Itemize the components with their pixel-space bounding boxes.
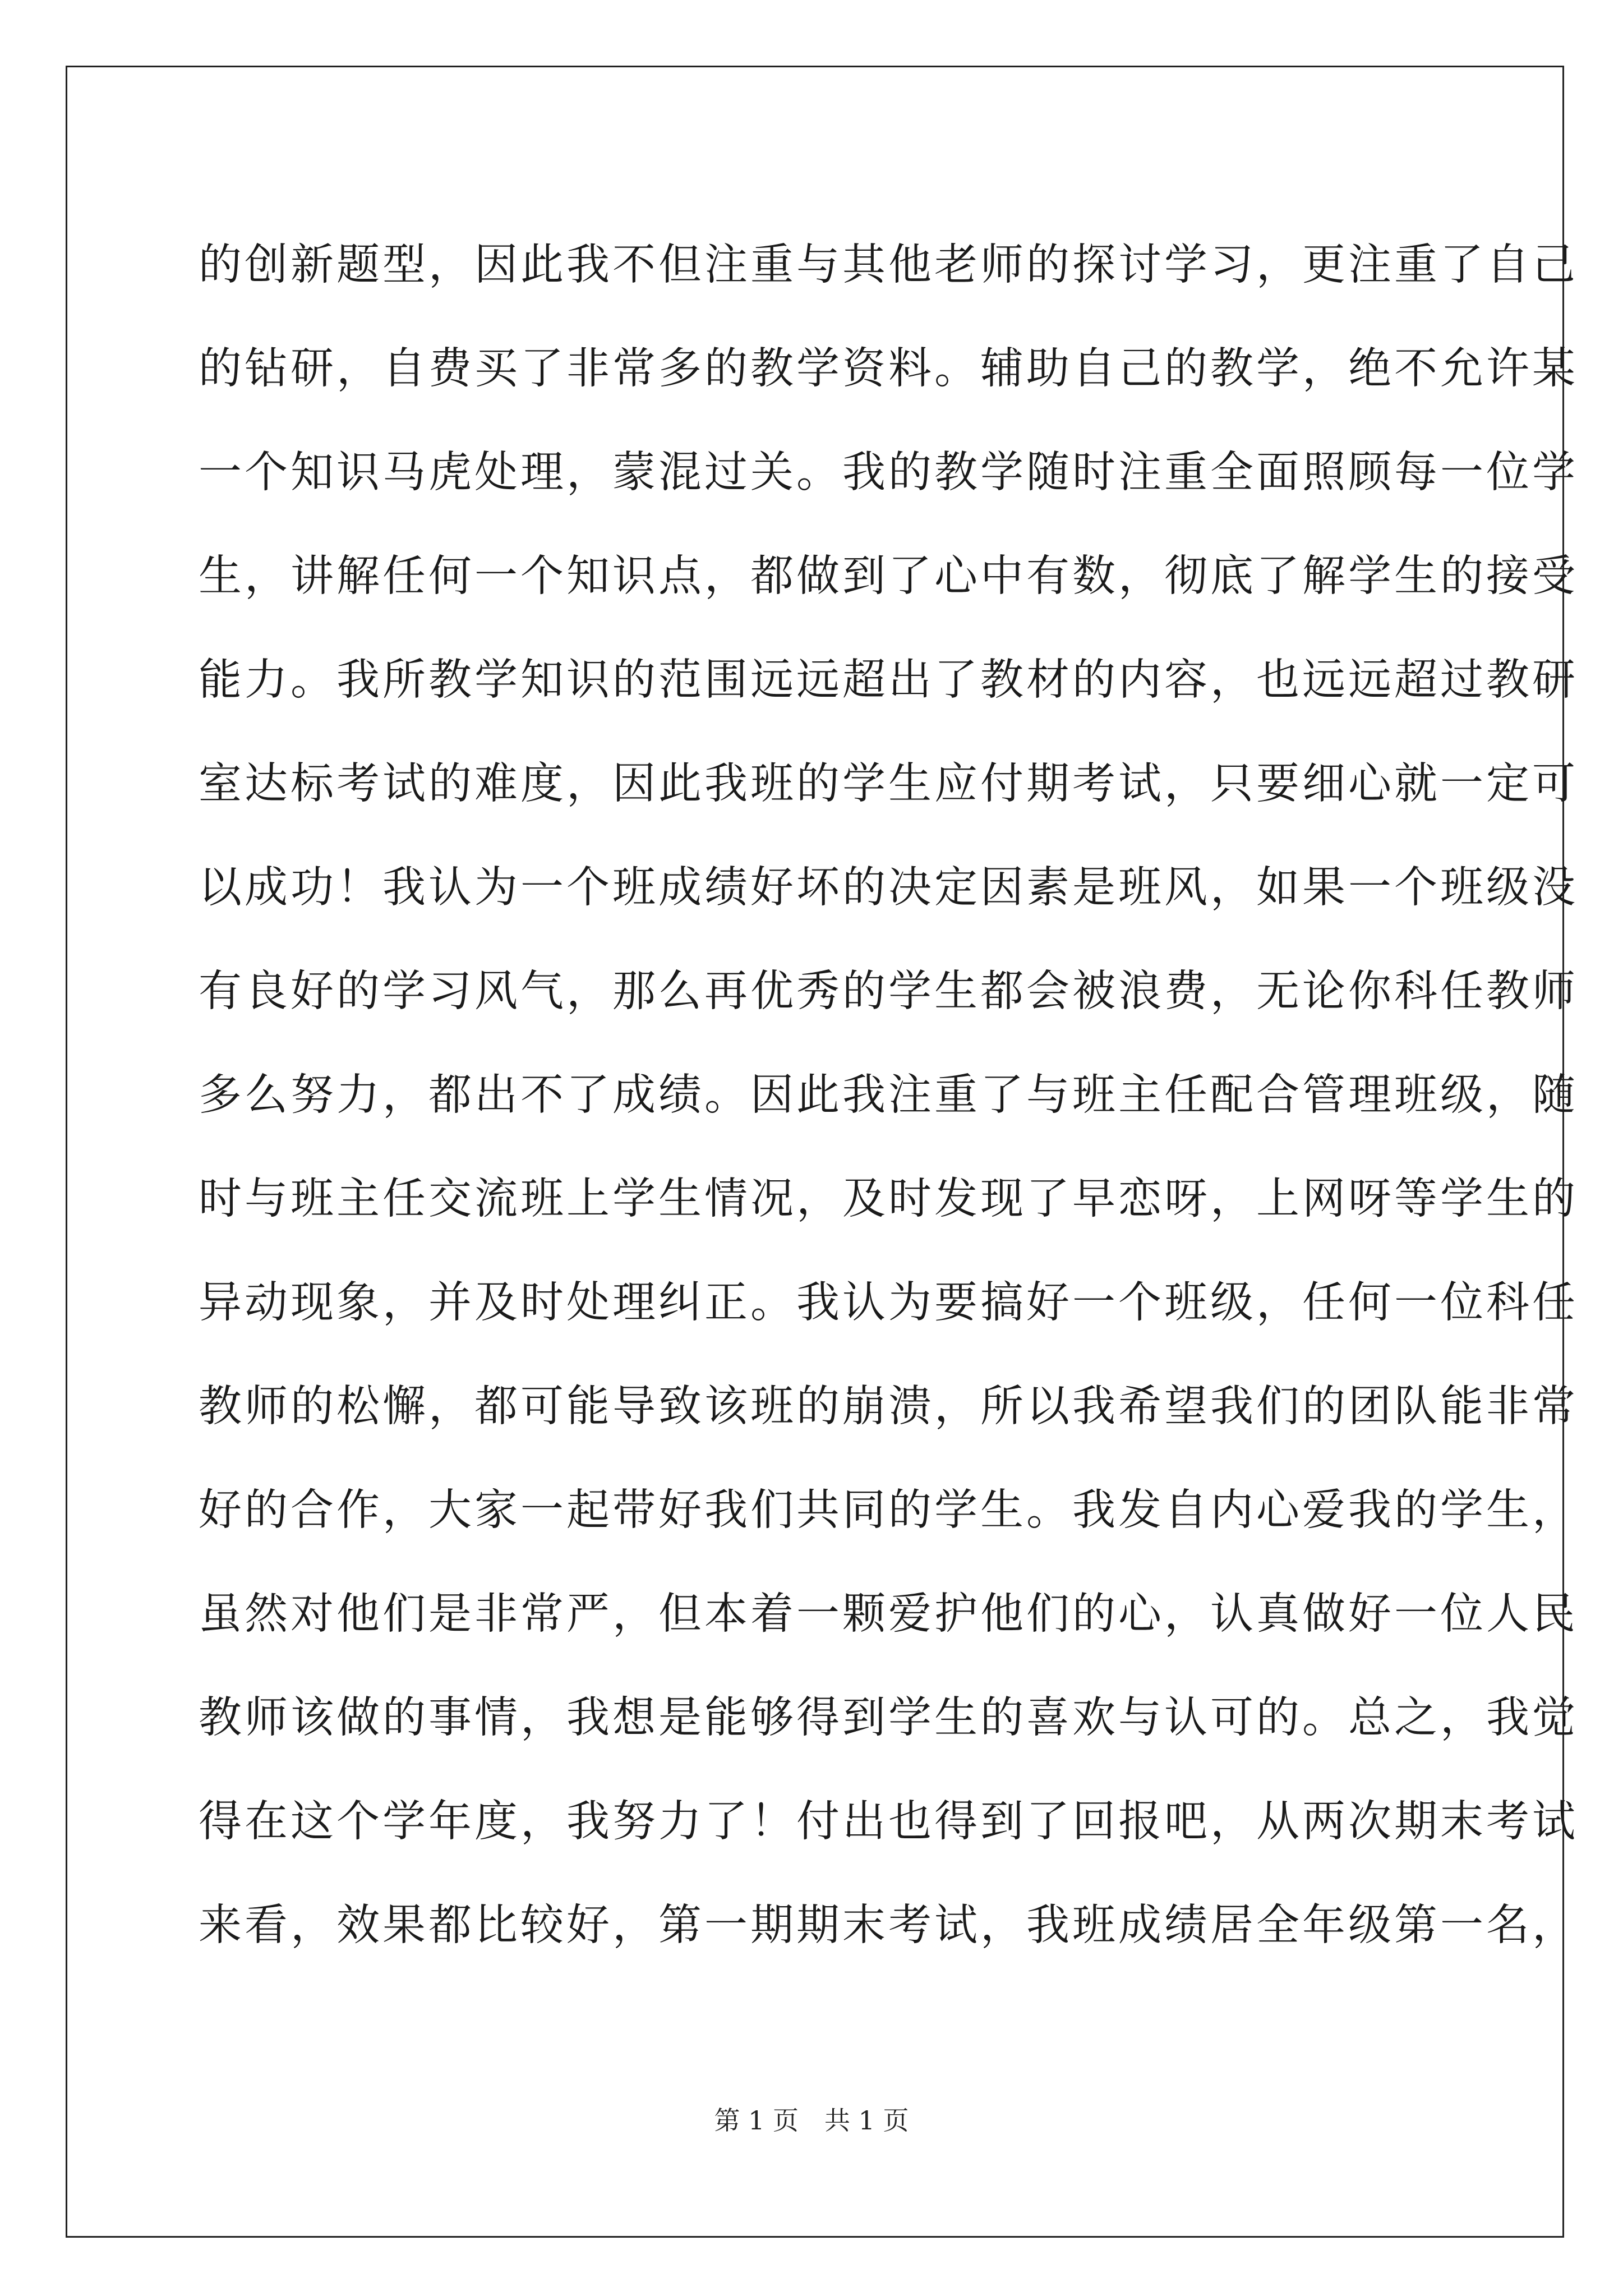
text-line-11: 异动现象，并及时处理纠正。我认为要搞好一个班级，任何一位科任 — [199, 1278, 1578, 1328]
text-line-2: 的钻研，自费买了非常多的教学资料。辅助自己的教学，绝不允许某 — [199, 344, 1578, 394]
text-line-7: 以成功！我认为一个班成绩好坏的决定因素是班风，如果一个班级没 — [199, 863, 1578, 913]
text-line-17: 来看，效果都比较好，第一期期末考试，我班成绩居全年级第一名， — [199, 1901, 1578, 1950]
text-line-10: 时与班主任交流班上学生情况，及时发现了早恋呀，上网呀等学生的 — [199, 1174, 1578, 1224]
text-line-9: 多么努力，都出不了成绩。因此我注重了与班主任配合管理班级，随 — [199, 1070, 1578, 1120]
text-line-5: 能力。我所教学知识的范围远远超出了教材的内容，也远远超过教研 — [199, 655, 1578, 705]
text-line-4: 生，讲解任何一个知识点，都做到了心中有数，彻底了解学生的接受 — [199, 551, 1578, 601]
document-body — [199, 213, 1578, 1977]
text-line-15: 教师该做的事情，我想是能够得到学生的喜欢与认可的。总之，我觉 — [199, 1693, 1578, 1743]
text-line-12: 教师的松懈，都可能导致该班的崩溃，所以我希望我们的团队能非常 — [199, 1382, 1578, 1432]
text-line-6: 室达标考试的难度，因此我班的学生应付期考试，只要细心就一定可 — [199, 759, 1578, 809]
page-number-footer: 第 1 页 共 1 页 — [714, 2105, 909, 2136]
text-line-3: 一个知识马虎处理，蒙混过关。我的教学随时注重全面照顾每一位学 — [199, 448, 1578, 498]
text-line-16: 得在这个学年度，我努力了！付出也得到了回报吧，从两次期末考试 — [199, 1797, 1578, 1847]
text-line-13: 好的合作，大家一起带好我们共同的学生。我发自内心爱我的学生， — [199, 1485, 1578, 1535]
text-line-14: 虽然对他们是非常严，但本着一颗爱护他们的心，认真做好一位人民 — [199, 1589, 1578, 1639]
text-line-8: 有良好的学习风气，那么再优秀的学生都会被浪费，无论你科任教师 — [199, 967, 1578, 1016]
text-line-1: 的创新题型，因此我不但注重与其他老师的探讨学习，更注重了自己 — [199, 240, 1578, 290]
